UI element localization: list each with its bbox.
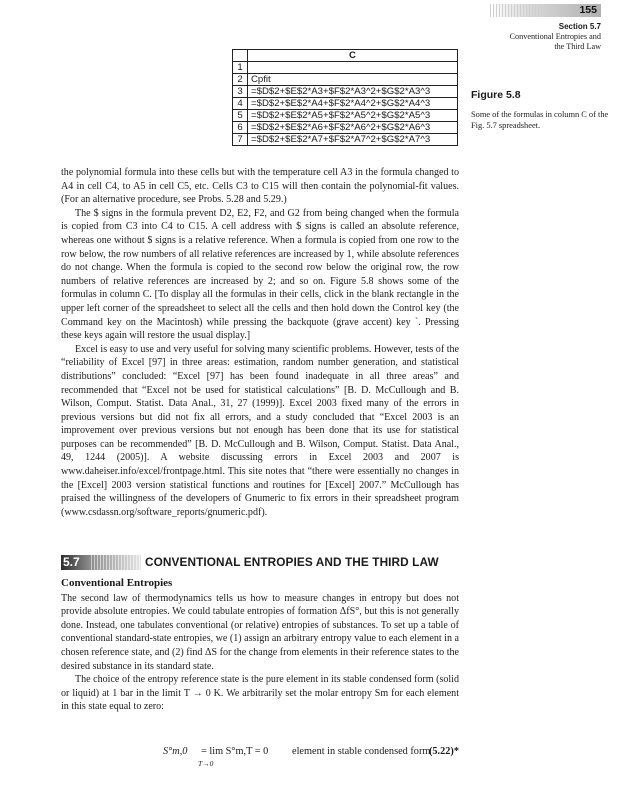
spreadsheet-row: [233, 98, 458, 110]
section-title: CONVENTIONAL ENTROPIES AND THE THIRD LAW: [145, 555, 439, 569]
figure-label: Figure 5.8: [471, 89, 521, 101]
equation-text: element in stable condensed form: [292, 746, 431, 757]
cell: =$D$2+$E$2*A7+$F$2*A7^2+$G$2*A7^3: [248, 134, 458, 146]
paragraph: the polynomial formula into these cells but with the temperature cell A3 in the formula changed to A4 in cell C4, to A5 in cell C5, etc. Cells C3 to C15 will then contain the polynomial-fit values. (For an alternative procedure, see Probs. 5.28 and 5.29.): [61, 167, 459, 206]
decorative-stripes: [490, 4, 550, 17]
equation-number: (5.22)*: [428, 746, 459, 757]
cell: =$D$2+$E$2*A6+$F$2*A6^2+$G$2*A6^3: [248, 122, 458, 134]
row-number: 7: [233, 134, 248, 146]
cell: [248, 62, 458, 74]
row-number: 6: [233, 122, 248, 134]
equation-limit-subscript: T→0: [198, 759, 214, 768]
figure-caption: Some of the formulas in column C of the Fig. 5.7 spreadsheet.: [471, 110, 609, 130]
cell: =$D$2+$E$2*A5+$F$2*A5^2+$G$2*A5^3: [248, 110, 458, 122]
spreadsheet-row: [233, 74, 458, 86]
paragraph: The choice of the entropy reference state is the pure element in its stable condensed form (solid or liquid) at 1 bar in the limit T → 0 K. We arbitrarily set the molar entropy Sm for each element in this state equal to zero:: [61, 674, 459, 713]
running-head-section: Section 5.7: [558, 22, 601, 31]
running-head-title-line1: Conventional Entropies and: [509, 32, 601, 41]
cell: =$D$2+$E$2*A4+$F$2*A4^2+$G$2*A4^3: [248, 98, 458, 110]
section-heading: [61, 555, 461, 570]
spreadsheet-header-row: [233, 50, 458, 62]
row-number: 4: [233, 98, 248, 110]
page-number: 155: [579, 4, 597, 16]
paragraph: The second law of thermodynamics tells us how to measure changes in entropy but does not provide absolute entropies. We could tabulate entropies of formation ΔfS°, but this is not generally done. Instead, one tabulates conventional (or relative) entropies of substances. To set up a table of conventional standard-state entropies, we (1) assign an arbitrary entropy value to each element in a chosen reference state, and (2) find ΔS for the change from elements in their reference states to the desired substance in its standard state.: [61, 592, 459, 672]
section-number: 5.7: [63, 555, 80, 569]
section-number-box: [61, 555, 141, 570]
spreadsheet-figure: [232, 49, 458, 146]
spreadsheet-row: [233, 134, 458, 146]
column-header: C: [248, 50, 458, 62]
running-head-title-line2: the Third Law: [554, 42, 601, 51]
spreadsheet-row: [233, 122, 458, 134]
subsection-heading: Conventional Entropies: [61, 577, 173, 589]
section-body: [61, 577, 459, 714]
cell: Cpfit: [248, 74, 458, 86]
corner-cell: [233, 50, 248, 62]
row-number: 1: [233, 62, 248, 74]
spreadsheet-row: [233, 110, 458, 122]
cell: =$D$2+$E$2*A3+$F$2*A3^2+$G$2*A3^3: [248, 86, 458, 98]
spreadsheet-row: [233, 62, 458, 74]
equation-limit: = lim S°m,T = 0: [201, 746, 269, 757]
paragraph: The $ signs in the formula prevent D2, E2, F2, and G2 from being changed when the formula is copied from C3 into C4 to C15. A cell address with $ signs is called an absolute reference, whereas one without $ signs is a relative reference. When a formula is copied from one row to the row below, the row numbers of all relative references are increased by 1, while absolute references do not change. When the formula is copied to the second row below the original row, the row numbers of relative references are increased by 2; and so on. Figure 5.8 shows some of the formulas in column C. [To display all the formulas in their cells, click in the blank rectangle in the upper left corner of the spreadsheet to select all the cells and then hold down the Control key (the Command key on the Macintosh) while pressing the backquote (grave accent) key `. Pressing these keys again will restore the usual display.]: [61, 207, 459, 342]
paragraph: Excel is easy to use and very useful for solving many scientific problems. However, tests of the “reliability of Excel [97] in three areas: estimation, random number generation, and statistical distributions” concluded: “Excel [97] has been found inadequate in all three areas” and recommended that “Excel not be used for statistical calculations” [B. D. McCullough and B. Wilson, Comput. Statist. Data Anal., 31, 27 (1999)]. Excel 2003 fixed many of the errors in previous versions but did not fix all errors, and a study concluded that “Excel 2003 is an improvement over previous versions but not enough has been done that its use for statistical purposes can be recommended” [B. D. McCullough and B. Wilson, Comput. Statist. Data Anal., 49, 1244 (2005)]. A website discussing errors in Excel 2003 and 2007 is www.daheiser.info/excel/frontpage.html. This site notes that “there were essentially no changes in the [Excel] 2003 version statistical functions and routines for [Excel] 2007.” McCullough has praised the willingness of the developers of Gnumeric to fix errors in their spreadsheet program (www.csdassn.org/software_reports/gnumeric.pdf).: [61, 343, 459, 518]
page-number-bar: [490, 4, 601, 17]
body-text: [61, 166, 459, 519]
row-number: 3: [233, 86, 248, 98]
spreadsheet-row: [233, 86, 458, 98]
row-number: 5: [233, 110, 248, 122]
running-head: [510, 22, 601, 52]
decorative-stripes: [91, 555, 141, 570]
row-number: 2: [233, 74, 248, 86]
equation-5-22: [61, 746, 459, 776]
equation-lhs: S°m,0: [163, 746, 188, 757]
